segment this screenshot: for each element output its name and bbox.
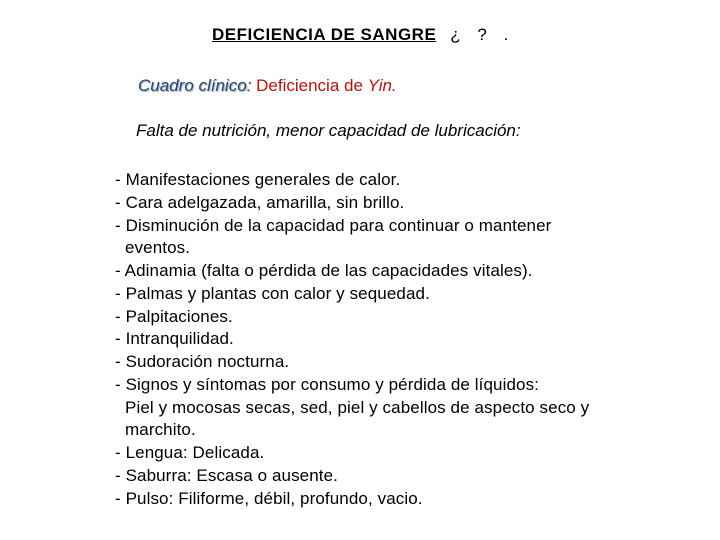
symptom-item [115, 488, 589, 511]
symptom-text: - Disminución de la capacidad para continuar o mantener [115, 215, 552, 235]
symptom-text: - Manifestaciones generales de calor. [115, 170, 401, 189]
symptom-item [115, 306, 589, 329]
symptom-continuation: eventos. [125, 238, 191, 258]
symptom-text: - Lengua: Delicada. [115, 443, 265, 462]
symptom-item [115, 328, 589, 351]
lead-text: Falta de nutrición, menor capacidad de lubricación: [136, 121, 521, 140]
symptom-text: - Sudoración nocturna. [115, 352, 290, 371]
title-main: DEFICIENCIA DE SANGRE [212, 25, 437, 44]
subtitle-label: Cuadro clínico [138, 76, 247, 95]
subtitle-text: Deficiencia de [256, 76, 363, 95]
symptom-item [115, 260, 589, 283]
subtitle [138, 75, 397, 97]
symptom-text: - Intranquilidad. [115, 329, 234, 349]
symptom-text: - Cara adelgazada, amarilla, sin brillo. [115, 192, 405, 212]
symptom-text: - Palpitaciones. [115, 306, 233, 326]
symptom-item [115, 465, 589, 488]
title-suffix: ¿ ? . [450, 25, 515, 44]
symptom-text: - Signos y síntomas por consumo y pérdida de líquidos: [115, 374, 540, 394]
symptom-item [115, 374, 589, 442]
symptom-list [115, 169, 589, 510]
symptom-continuation: marchito. [125, 420, 196, 440]
subtitle-emphasis: Yin. [367, 76, 397, 95]
symptom-text: - Saburra: Escasa o ausente. [115, 465, 338, 485]
symptom-continuation: Piel y mocosas secas, sed, piel y cabellos de aspecto seco y [125, 397, 590, 417]
symptom-item [115, 215, 589, 261]
symptom-item [115, 442, 589, 465]
symptom-text: - Palmas y plantas con calor y sequedad. [115, 283, 430, 303]
page-title [212, 24, 514, 46]
symptom-text: - Adinamia (falta o pérdida de las capacidades vitales). [115, 261, 533, 280]
symptom-item [115, 169, 589, 192]
subtitle-separator: : [246, 76, 252, 95]
symptom-item [115, 283, 589, 306]
symptom-item [115, 351, 589, 374]
symptom-text: - Pulso: Filiforme, débil, profundo, vacio. [115, 488, 423, 508]
symptom-item [115, 192, 589, 215]
